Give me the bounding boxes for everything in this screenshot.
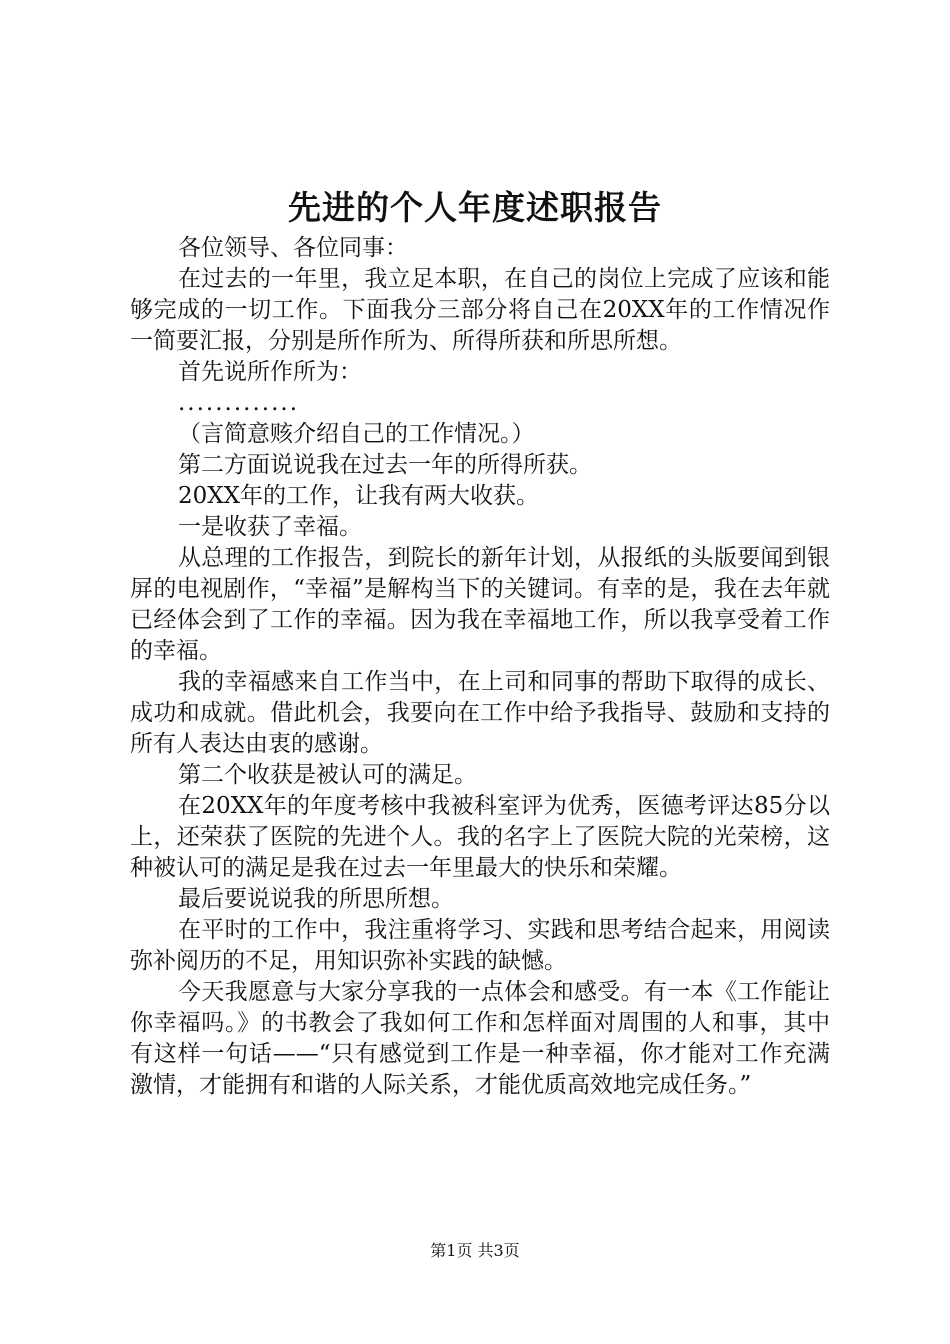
paragraph-sharing: 今天我愿意与大家分享我的一点体会和感受。有一本《工作能让你幸福吗。》的书教会了我如何工作和怎样面对周围的人和事，其中有这样一句话——“只有感觉到工作是一种幸福，你才能对工作充满激情，才能拥有和谐的人际关系，才能优质高效地完成任务。” — [130, 979, 830, 1098]
paragraph-learning: 在平时的工作中，我注重将学习、实践和思考结合起来，用阅读弥补阅历的不足，用知识弥补实践的缺憾。 — [130, 917, 830, 974]
paragraph-gain-two: 第二个收获是被认可的满足。 — [178, 762, 477, 788]
paragraph-gratitude: 我的幸福感来自工作当中，在上司和同事的帮助下取得的成长、成功和成就。借此机会，我要向在工作中给予我指导、鼓励和支持的所有人表达由衷的感谢。 — [130, 669, 830, 757]
paragraph-part-three-heading: 最后要说说我的所思所想。 — [178, 886, 454, 912]
document-title: 先进的个人年度述职报告 — [288, 188, 662, 227]
page-footer: 第1页 共3页 — [430, 1241, 520, 1260]
paragraph-two-gains: 20XX年的工作，让我有两大收获。 — [178, 483, 540, 509]
document-body — [130, 233, 830, 1101]
paragraph-note: （言简意赅介绍自己的工作情况。） — [178, 421, 535, 447]
paragraph-intro: 在过去的一年里，我立足本职，在自己的岗位上完成了应该和能够完成的一切工作。下面我分三部分将自己在20XX年的工作情况作一简要汇报，分别是所作所为、所得所获和所思所想。 — [130, 266, 830, 354]
paragraph-salutation: 各位领导、各位同事： — [178, 235, 408, 261]
paragraph-recognition: 在20XX年的年度考核中我被科室评为优秀，医德考评达85分以上，还荣获了医院的先进个人。我的名字上了医院大院的光荣榜，这种被认可的满足是我在过去一年里最大的快乐和荣耀。 — [130, 793, 830, 881]
paragraph-part-one-heading: 首先说所作所为： — [178, 359, 362, 385]
paragraph-ellipsis: ............. — [178, 390, 300, 416]
paragraph-part-two-heading: 第二方面说说我在过去一年的所得所获。 — [178, 452, 592, 478]
paragraph-happiness: 从总理的工作报告，到院长的新年计划，从报纸的头版要闻到银屏的电视剧作，“幸福”是解构当下的关键词。有幸的是，我在去年就已经体会到了工作的幸福。因为我在幸福地工作，所以我享受着工作的幸福。 — [130, 545, 830, 664]
paragraph-gain-one: 一是收获了幸福。 — [178, 514, 362, 540]
